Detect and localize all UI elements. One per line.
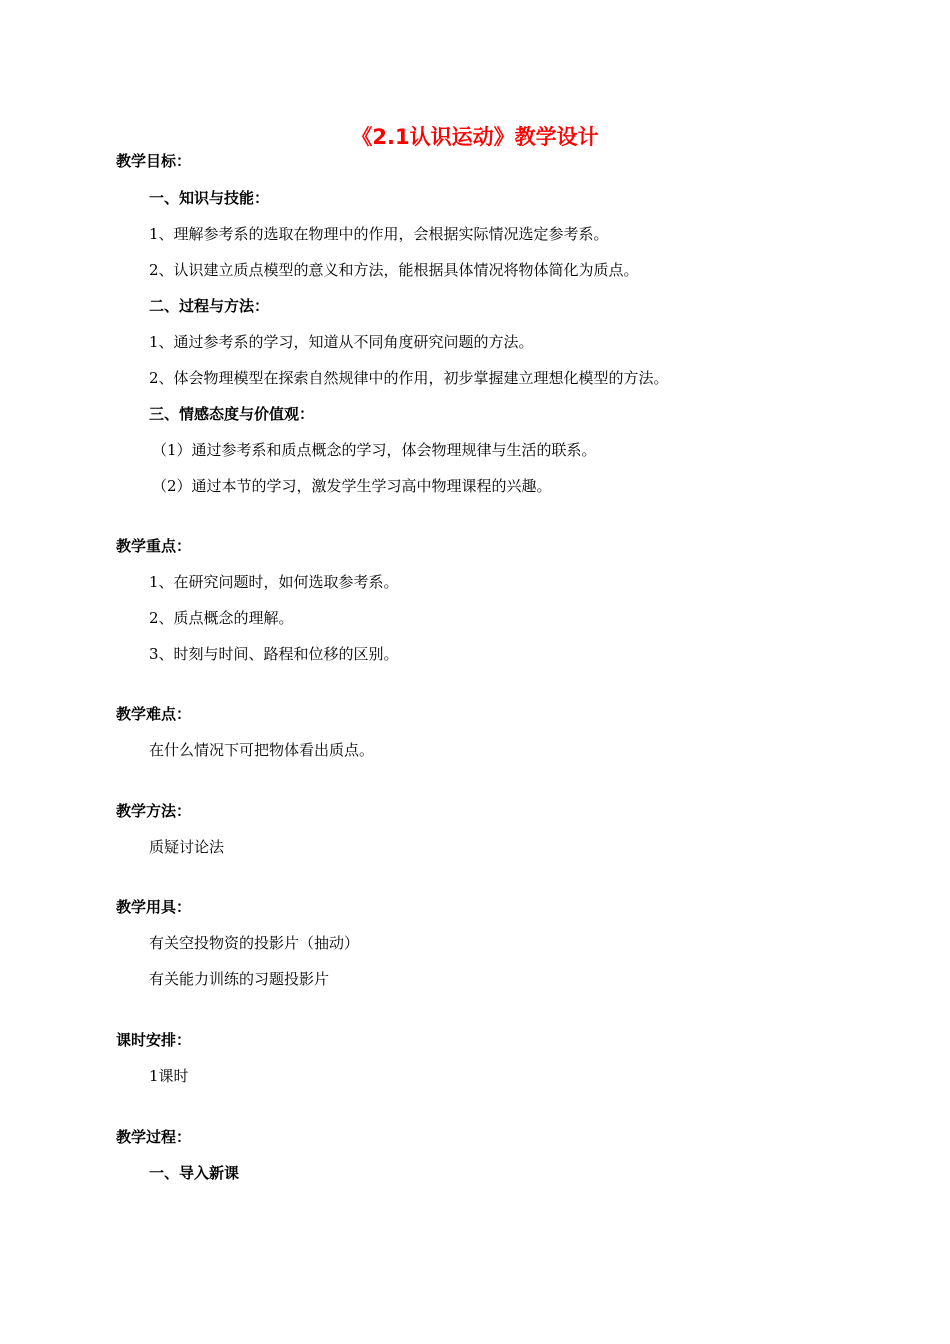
key-point-item-3: 3、时刻与时间、路程和位移的区别。 xyxy=(149,645,399,663)
subheading-emotion: 三、情感态度与价值观： xyxy=(149,405,315,423)
subheading-process: 二、过程与方法： xyxy=(149,297,270,315)
section-heading-schedule: 课时安排： xyxy=(116,1031,192,1049)
process-item-2: 2、体会物理模型在探索自然规律中的作用，初步掌握建立理想化模型的方法。 xyxy=(149,369,669,387)
schedule-text: 1课时 xyxy=(149,1067,189,1085)
knowledge-item-2: 2、认识建立质点模型的意义和方法，能根据具体情况将物体简化为质点。 xyxy=(149,261,639,279)
subheading-knowledge: 一、知识与技能： xyxy=(149,189,270,207)
methods-text: 质疑讨论法 xyxy=(149,838,225,856)
emotion-item-1: （1）通过参考系和质点概念的学习，体会物理规律与生活的联系。 xyxy=(152,441,597,459)
key-point-item-1: 1、在研究问题时，如何选取参考系。 xyxy=(149,573,399,591)
section-heading-procedure: 教学过程： xyxy=(116,1128,192,1146)
difficulties-text: 在什么情况下可把物体看出质点。 xyxy=(149,741,375,759)
process-item-1: 1、通过参考系的学习，知道从不同角度研究问题的方法。 xyxy=(149,333,534,351)
tools-item-2: 有关能力训练的习题投影片 xyxy=(149,970,330,988)
tools-item-1: 有关空投物资的投影片（抽动） xyxy=(149,934,360,952)
key-point-item-2: 2、质点概念的理解。 xyxy=(149,609,294,627)
section-heading-methods: 教学方法： xyxy=(116,802,192,820)
subheading-intro: 一、导入新课 xyxy=(149,1164,240,1182)
section-heading-objectives: 教学目标： xyxy=(116,152,192,170)
section-heading-difficulties: 教学难点： xyxy=(116,705,192,723)
section-heading-key-points: 教学重点： xyxy=(116,537,192,555)
knowledge-item-1: 1、理解参考系的选取在物理中的作用，会根据实际情况选定参考系。 xyxy=(149,225,609,243)
section-heading-tools: 教学用具： xyxy=(116,898,192,916)
emotion-item-2: （2）通过本节的学习，激发学生学习高中物理课程的兴趣。 xyxy=(152,477,552,495)
document-title: 《2.1认识运动》教学设计 xyxy=(351,125,599,149)
